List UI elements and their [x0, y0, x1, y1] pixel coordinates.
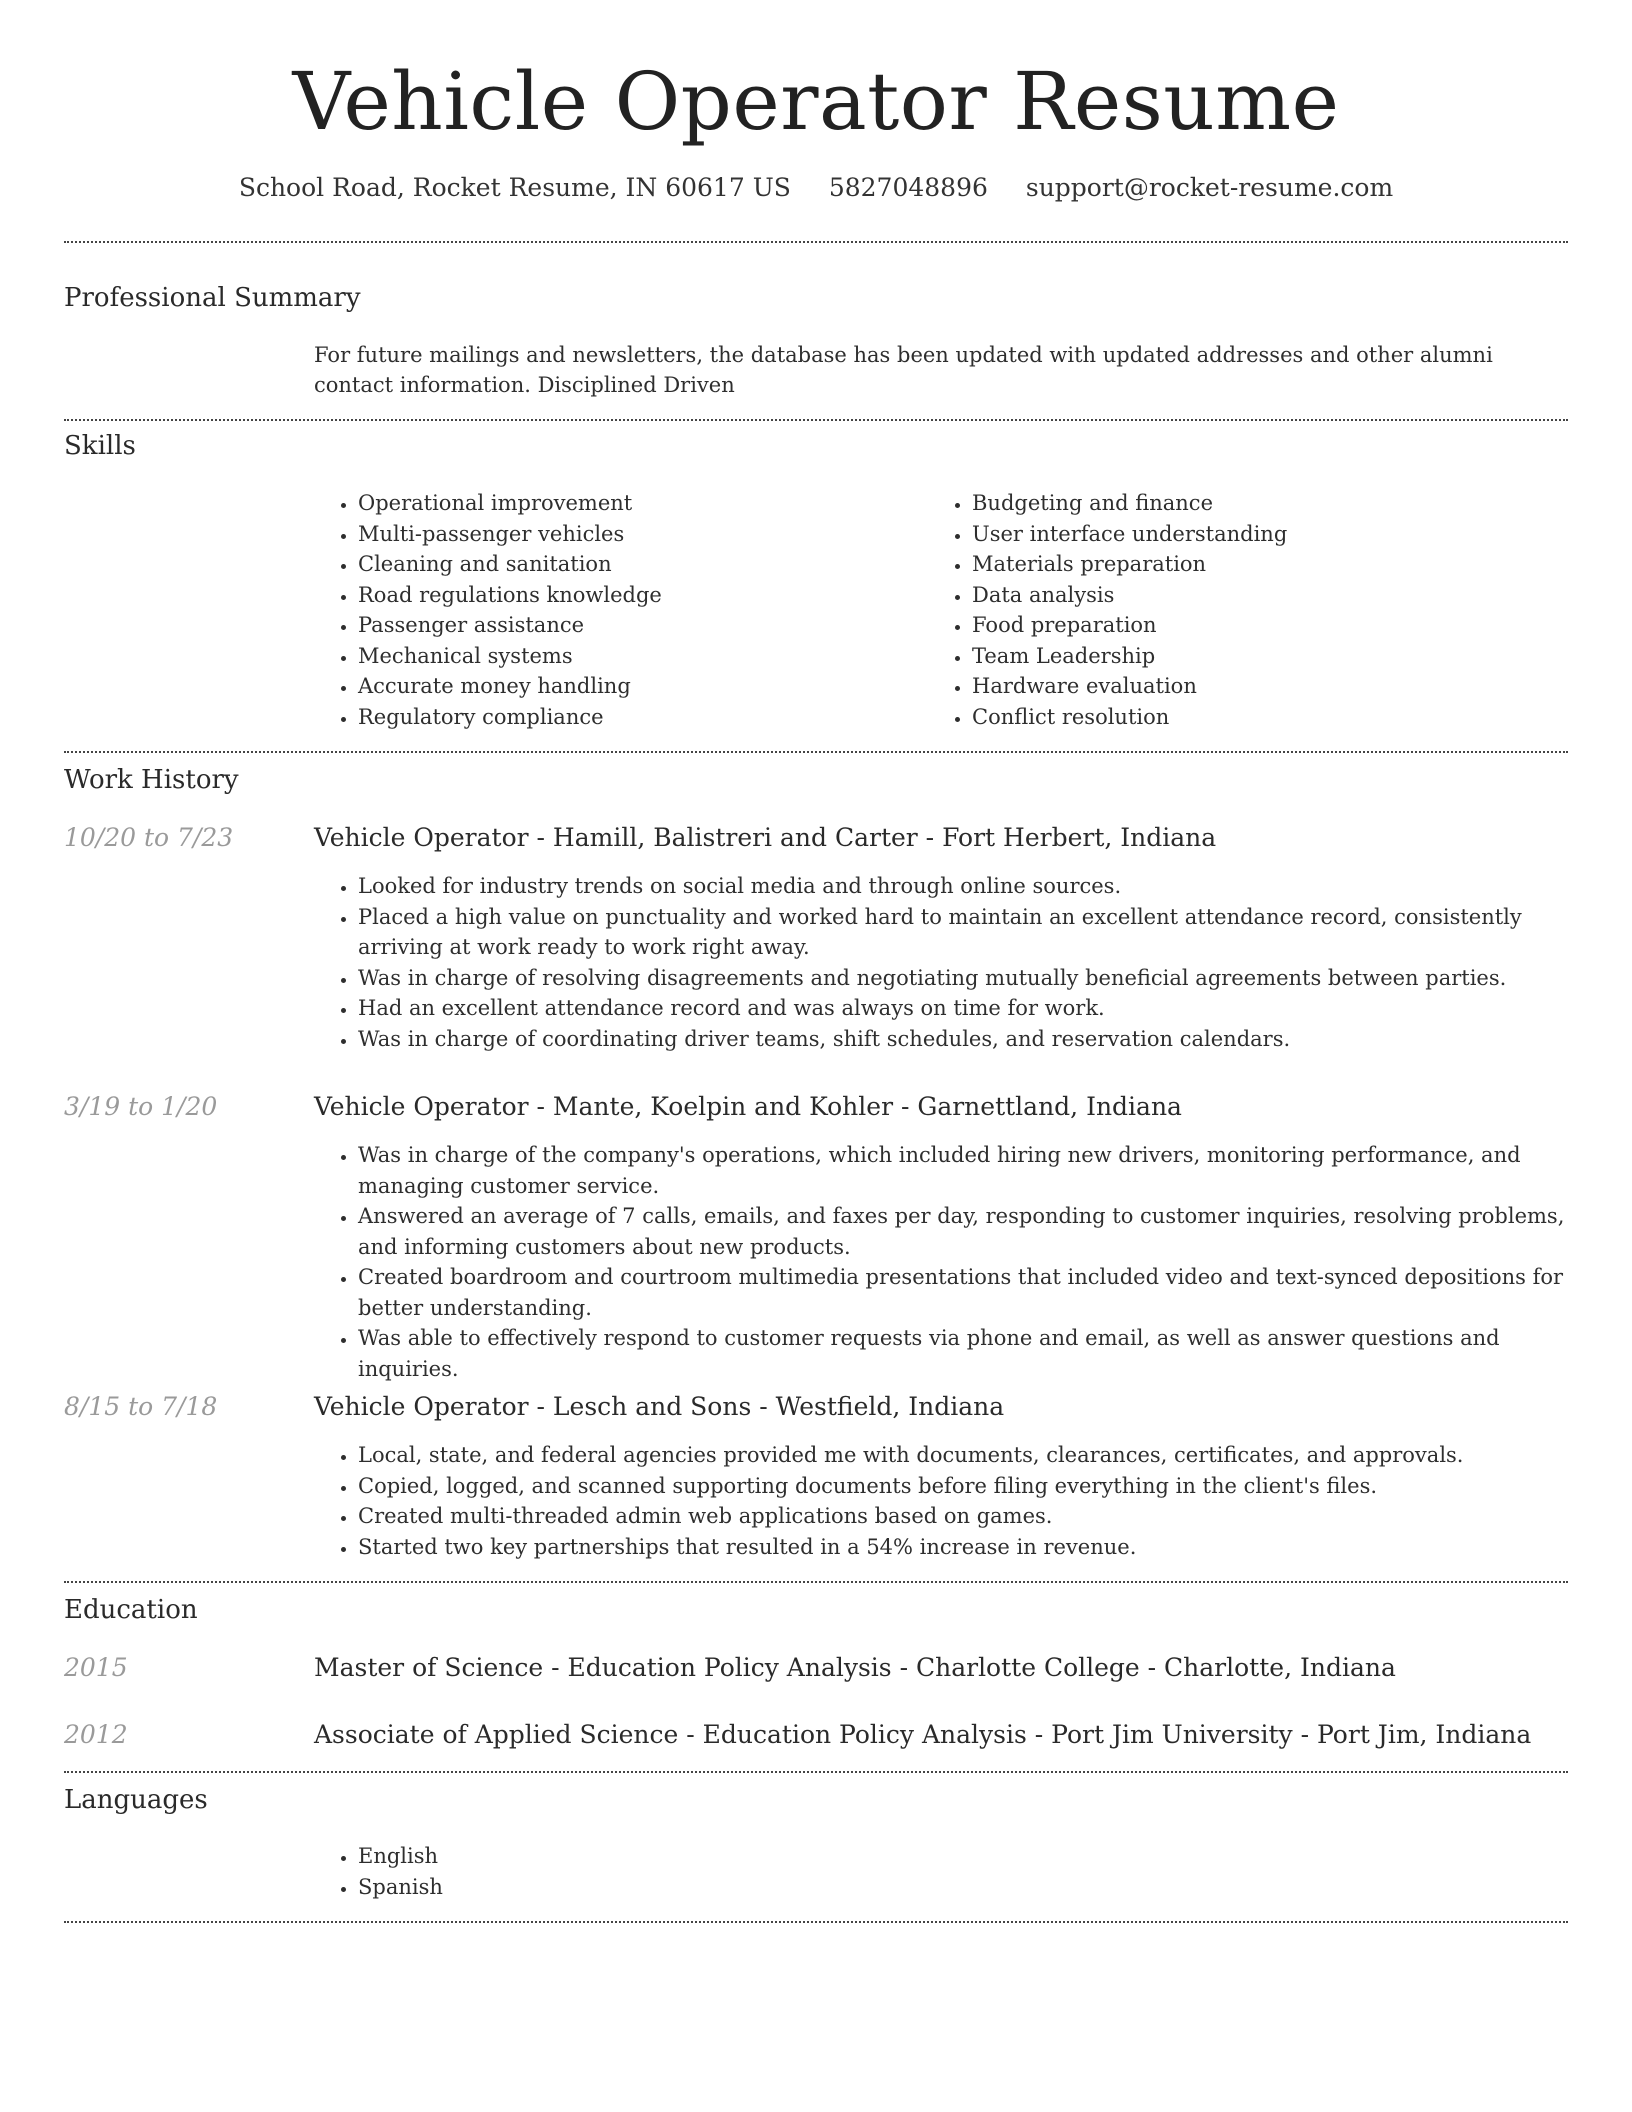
skill-item: • Road regulations knowledge: [358, 580, 918, 611]
contact-address: School Road, Rocket Resume, IN 60617 US: [238, 173, 791, 202]
summary-heading: Professional Summary: [64, 283, 361, 313]
job-bullet: • Was able to effectively respond to customer requests via phone and email, as well as answer questions and inquiries.: [358, 1323, 1598, 1384]
resume-title: Vehicle Operator Resume: [292, 55, 1340, 148]
skill-item: • Passenger assistance: [358, 610, 918, 641]
job-bullet: • Looked for industry trends on social media and through online sources.: [358, 871, 1598, 902]
job-bullet: • Created boardroom and courtroom multimedia presentations that included video and text-synced depositions for better understanding.: [358, 1262, 1598, 1323]
job-bullet: • Was in charge of the company's operations, which included hiring new drivers, monitoring performance, and managing customer service.: [358, 1140, 1598, 1201]
work-heading: Work History: [64, 765, 239, 795]
skill-item: • Regulatory compliance: [358, 702, 918, 733]
job-bullet: • Started two key partnerships that resulted in a 54% increase in revenue.: [358, 1532, 1598, 1563]
languages-heading: Languages: [64, 1785, 208, 1815]
skill-item: • Data analysis: [972, 580, 1572, 611]
skill-item: • Food preparation: [972, 610, 1572, 641]
job-bullet: • Copied, logged, and scanned supporting documents before filing everything in the client's files.: [358, 1471, 1598, 1502]
section-divider: [64, 1771, 1568, 1773]
summary-text: For future mailings and newsletters, the database has been updated with updated addresses and other alumni contact information. Disciplined Driven: [314, 343, 1493, 397]
skill-item: • Hardware evaluation: [972, 671, 1572, 702]
education-entry: Associate of Applied Science - Education Policy Analysis - Port Jim University - Port Jim, Indiana: [314, 1720, 1532, 1749]
job-dates: 3/19 to 1/20: [64, 1092, 218, 1121]
section-divider: [64, 241, 1568, 243]
skills-list-left: [314, 488, 918, 732]
skills-heading: Skills: [64, 431, 136, 461]
job-bullets: [314, 871, 1598, 1054]
job-bullet: • Was in charge of resolving disagreements and negotiating mutually beneficial agreements between parties.: [358, 963, 1598, 994]
skill-item: • Budgeting and finance: [972, 488, 1572, 519]
language-item: • Spanish: [358, 1872, 958, 1903]
education-heading: Education: [64, 1595, 198, 1625]
languages-list: [314, 1841, 958, 1902]
job-bullet: • Had an excellent attendance record and was always on time for work.: [358, 993, 1598, 1024]
language-item: • English: [358, 1841, 958, 1872]
job-title: Vehicle Operator - Mante, Koelpin and Kohler - Garnettland, Indiana: [314, 1092, 1182, 1121]
education-year: 2015: [64, 1653, 128, 1682]
job-bullets: [314, 1140, 1598, 1384]
skill-item: • Conflict resolution: [972, 702, 1572, 733]
job-bullet: • Answered an average of 7 calls, emails, and faxes per day, responding to customer inquiries, resolving problems, and informing customers about new products.: [358, 1201, 1598, 1262]
job-bullets: [314, 1440, 1598, 1562]
job-title: Vehicle Operator - Lesch and Sons - Westfield, Indiana: [314, 1392, 1005, 1421]
education-year: 2012: [64, 1720, 128, 1749]
contact-line: [0, 170, 1632, 206]
section-divider: [64, 419, 1568, 421]
skill-item: • Operational improvement: [358, 488, 918, 519]
skill-item: • Team Leadership: [972, 641, 1572, 672]
job-dates: 8/15 to 7/18: [64, 1392, 218, 1421]
skill-item: • Mechanical systems: [358, 641, 918, 672]
job-bullet: • Was in charge of coordinating driver teams, shift schedules, and reservation calendars.: [358, 1024, 1598, 1055]
skill-item: • Multi-passenger vehicles: [358, 519, 918, 550]
job-bullet: • Created multi-threaded admin web applications based on games.: [358, 1501, 1598, 1532]
section-divider: [64, 1581, 1568, 1583]
contact-phone: 5827048896: [828, 173, 988, 202]
job-bullet: • Local, state, and federal agencies provided me with documents, clearances, certificates, and approvals.: [358, 1440, 1598, 1471]
education-entry: Master of Science - Education Policy Analysis - Charlotte College - Charlotte, Indiana: [314, 1653, 1396, 1682]
job-bullet: • Placed a high value on punctuality and worked hard to maintain an excellent attendance record, consistently arriving at work ready to work right away.: [358, 902, 1598, 963]
skill-item: • Accurate money handling: [358, 671, 918, 702]
skill-item: • Materials preparation: [972, 549, 1572, 580]
job-dates: 10/20 to 7/23: [64, 823, 234, 852]
skill-item: • Cleaning and sanitation: [358, 549, 918, 580]
skill-item: • User interface understanding: [972, 519, 1572, 550]
job-title: Vehicle Operator - Hamill, Balistreri and Carter - Fort Herbert, Indiana: [314, 823, 1217, 852]
section-divider: [64, 1921, 1568, 1923]
section-divider: [64, 751, 1568, 753]
skills-list-right: [928, 488, 1572, 732]
contact-email: support@rocket-resume.com: [1025, 173, 1394, 202]
